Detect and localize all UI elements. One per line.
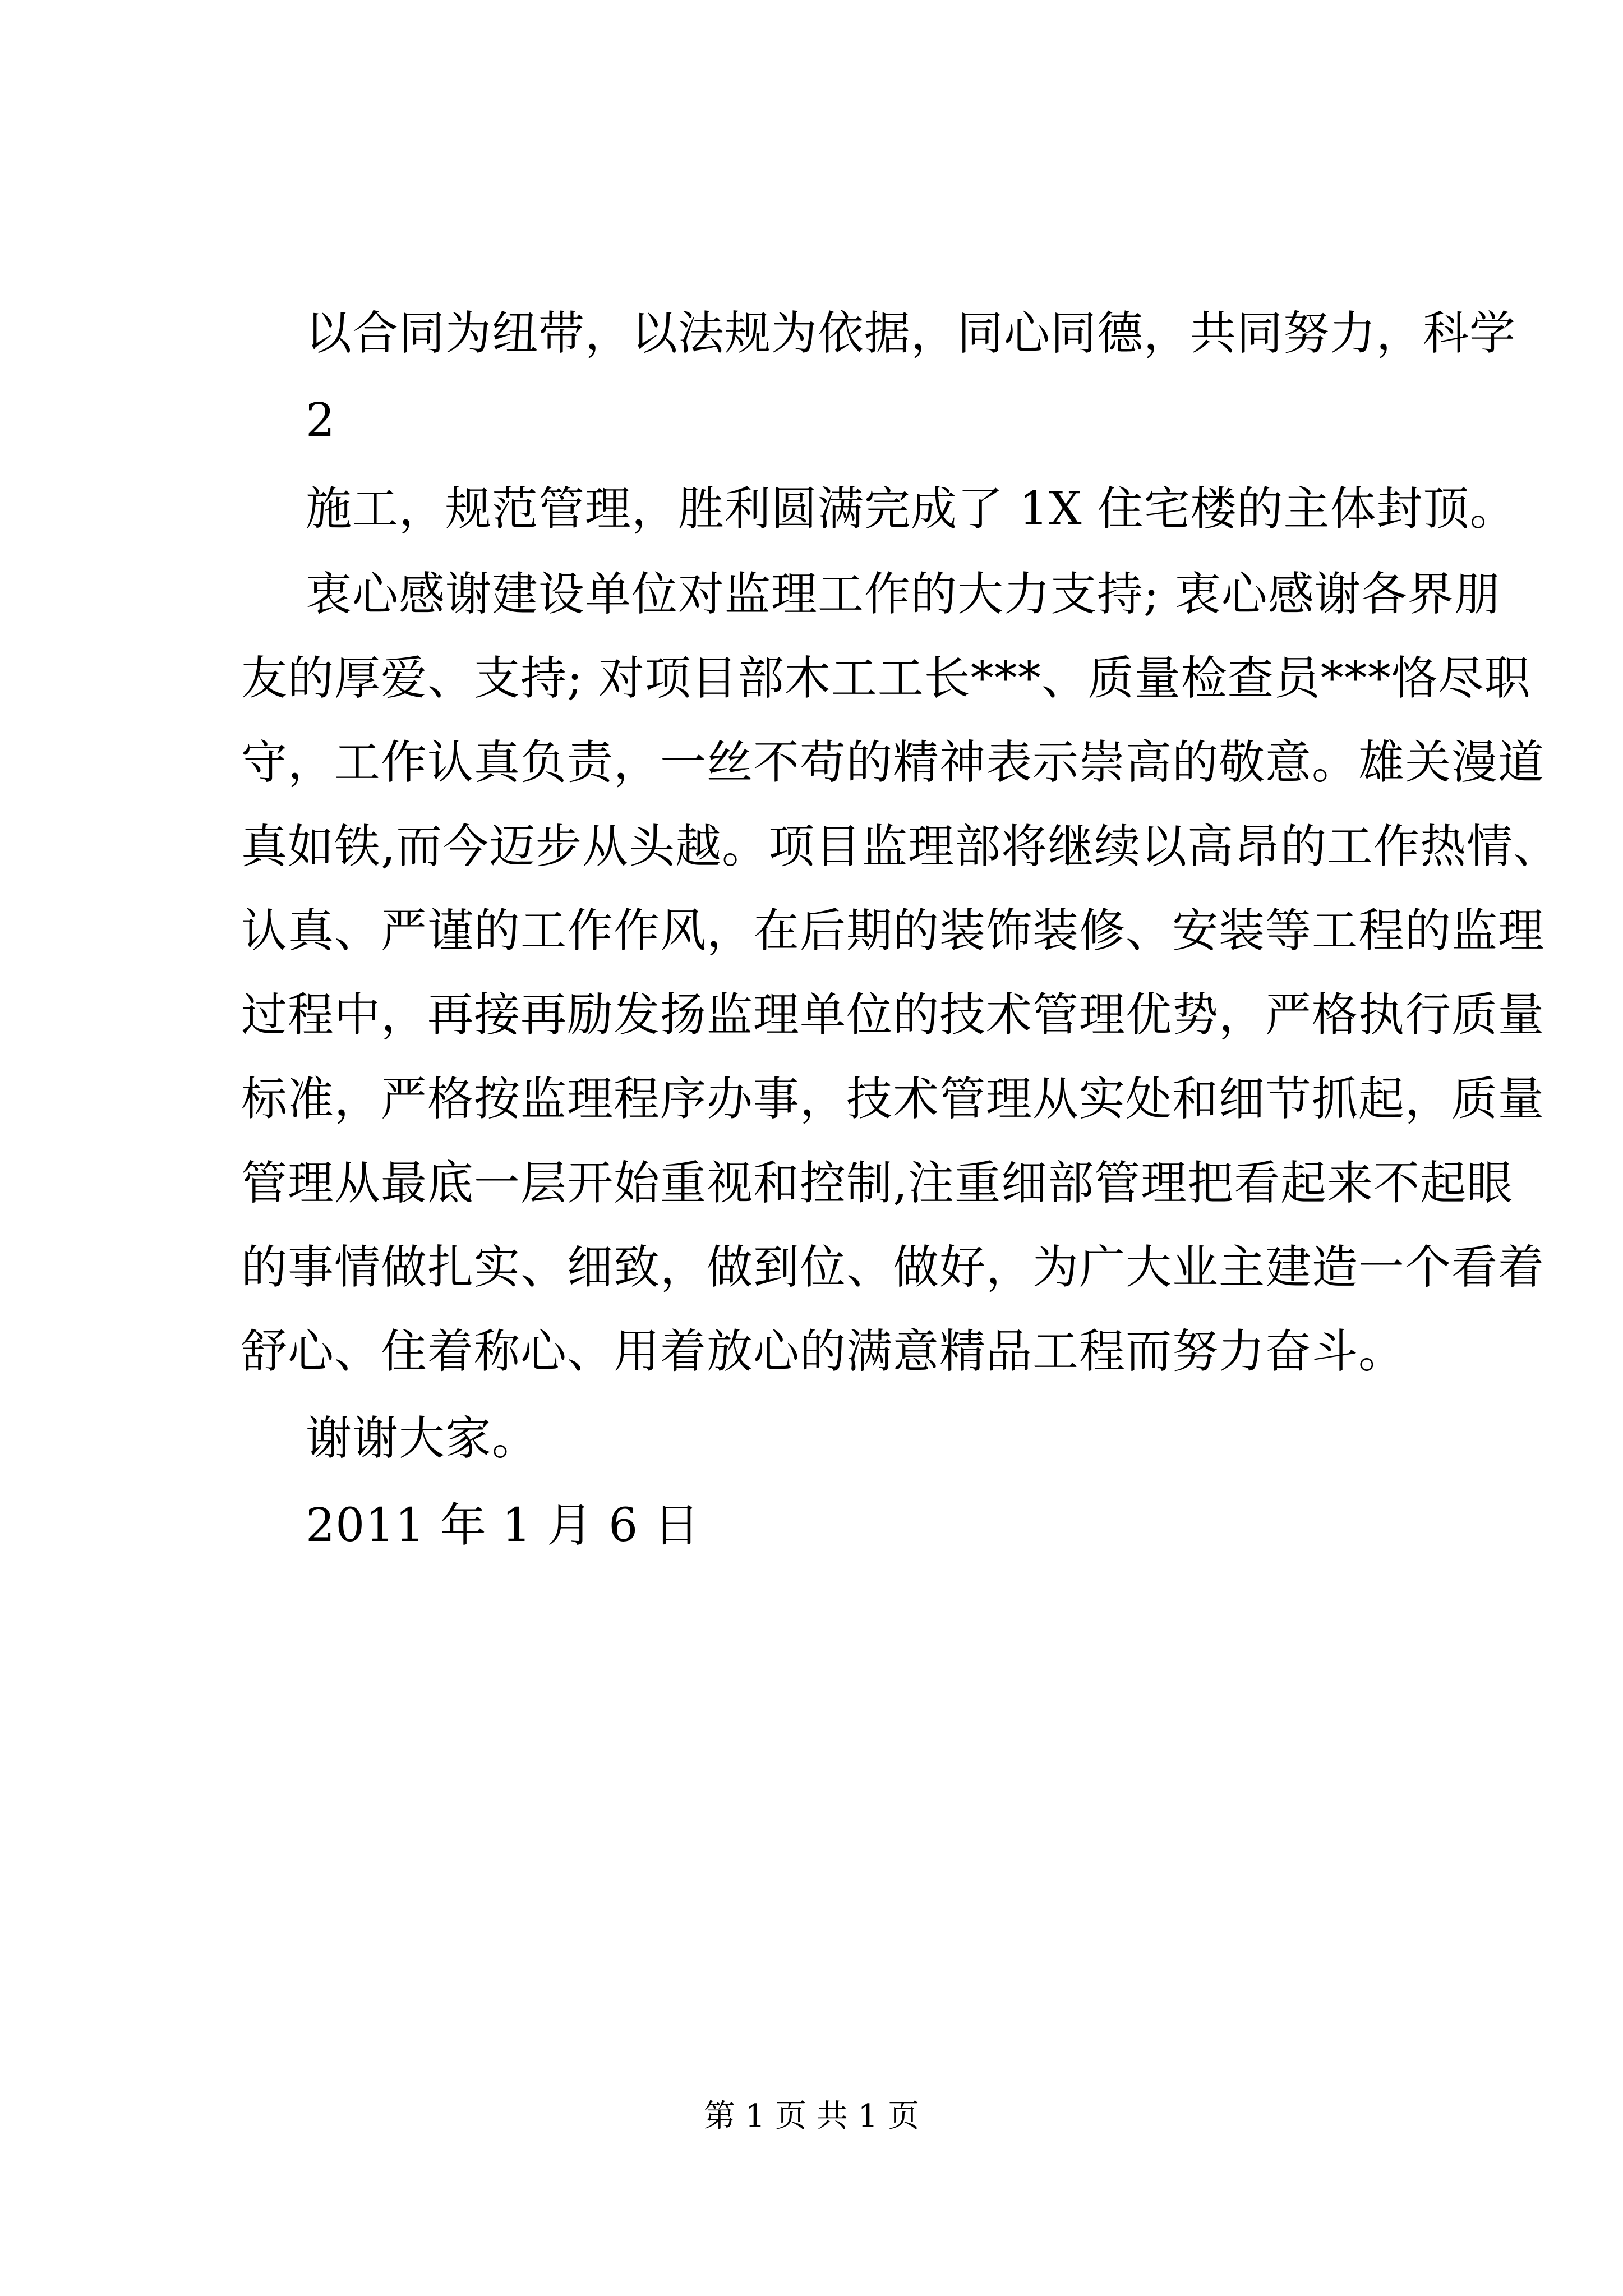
page-number-marker: 2 [306, 394, 336, 447]
body-line: 施工，规范管理，胜利圆满完成了 1X 住宅楼的主体封顶。 [306, 482, 1516, 536]
body-line: 守，工作认真负责，一丝不苟的精神表示崇高的敬意。雄关漫道 [241, 736, 1545, 789]
body-line: 友的厚爱、支持; 对项目部木工工长***、质量检查员***恪尽职 [241, 652, 1531, 705]
body-line: 衷心感谢建设单位对监理工作的大力支持; 衷心感谢各界朋 [306, 568, 1501, 621]
body-line: 过程中，再接再励发扬监理单位的技术管理优势，严格执行质量 [241, 988, 1545, 1042]
body-line: 舒心、住着称心、用着放心的满意精品工程而努力奋斗。 [241, 1325, 1405, 1378]
page-footer: 第 1 页 共 1 页 [703, 2098, 920, 2134]
closing-remark: 谢谢大家。 [306, 1412, 539, 1465]
body-line: 标准，严格按监理程序办事，技术管理从实处和细节抓起，质量 [241, 1073, 1545, 1126]
body-line: 以合同为纽带，以法规为依据，同心同德，共同努力，科学 [306, 307, 1516, 360]
body-line: 的事情做扎实、细致，做到位、做好，为广大业主建造一个看着 [241, 1241, 1545, 1294]
body-line: 真如铁,而今迈步从头越。项目监理部将继续以高昂的工作热情、 [241, 820, 1560, 873]
body-line: 认真、严谨的工作作风，在后期的装饰装修、安装等工程的监理 [241, 904, 1545, 958]
body-line: 管理从最底一层开始重视和控制,注重细部管理把看起来不起眼 [241, 1157, 1514, 1210]
document-date: 2011 年 1 月 6 日 [306, 1499, 700, 1552]
